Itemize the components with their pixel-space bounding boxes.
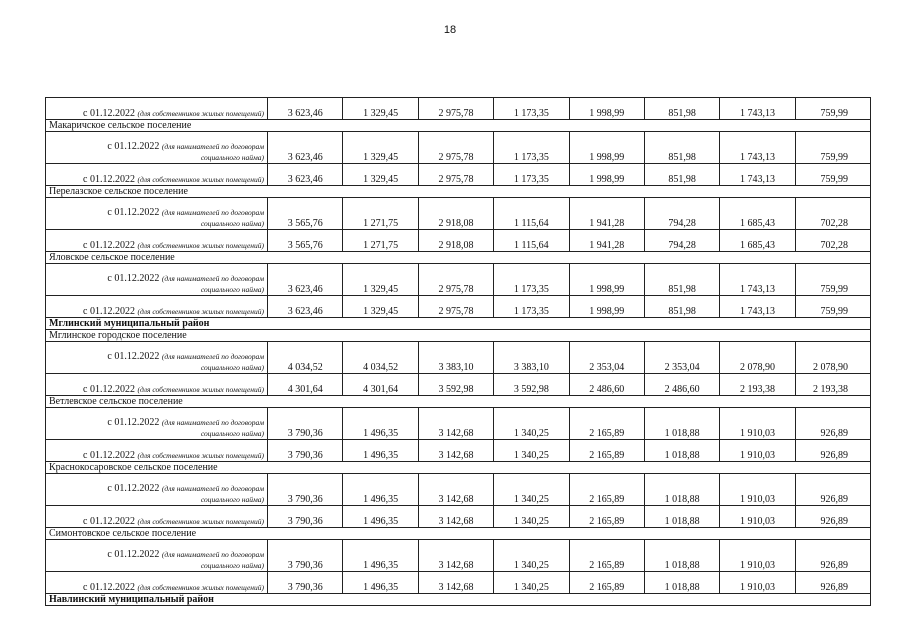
tariff-value-4: 1 115,64 (494, 230, 569, 252)
row-label (46, 296, 268, 318)
tariff-value-2: 1 329,45 (343, 264, 418, 296)
settlement-row (46, 462, 871, 474)
tariff-value-5: 2 486,60 (569, 374, 644, 396)
tariff-value-2: 1 329,45 (343, 132, 418, 164)
tariff-value-8: 926,89 (795, 506, 870, 528)
tariff-value-3: 3 142,68 (418, 474, 493, 506)
row-label (46, 164, 268, 186)
row-label (46, 506, 268, 528)
tariff-value-8: 759,99 (795, 98, 870, 120)
tariff-value-8: 2 193,38 (795, 374, 870, 396)
tariff-table (45, 97, 871, 606)
tenants-tariff-row (46, 342, 871, 374)
tariff-value-7: 1 685,43 (720, 198, 795, 230)
tariff-value-1: 3 623,46 (268, 296, 343, 318)
tariff-value-2: 1 329,45 (343, 164, 418, 186)
settlement-row (46, 120, 871, 132)
tariff-value-6: 1 018,88 (644, 440, 719, 462)
tariff-table-body (46, 98, 871, 606)
tariff-value-7: 1 910,03 (720, 408, 795, 440)
tariff-value-8: 759,99 (795, 296, 870, 318)
row-note: (для нанимателей по договорам (161, 274, 264, 283)
settlement-name: Перелазское сельское поселение (46, 186, 871, 198)
tariff-value-7: 1 910,03 (720, 540, 795, 572)
owners-tariff-row (46, 98, 871, 120)
tariff-value-5: 1 998,99 (569, 164, 644, 186)
effective-date: с 01.12.2022 (107, 207, 160, 218)
tariff-value-1: 3 790,36 (268, 474, 343, 506)
effective-date: с 01.12.2022 (83, 240, 135, 251)
row-note: (для собственников жилых помещений) (137, 451, 264, 460)
row-label (46, 474, 268, 506)
tariff-value-2: 1 496,35 (343, 572, 418, 594)
row-label-line1 (49, 351, 264, 362)
tariff-value-2: 1 496,35 (343, 540, 418, 572)
row-label (46, 540, 268, 572)
tenants-tariff-row (46, 132, 871, 164)
row-note: (для нанимателей по договорам (161, 418, 264, 427)
tariff-value-5: 2 165,89 (569, 572, 644, 594)
row-label-line1 (49, 141, 264, 152)
tariff-value-6: 1 018,88 (644, 474, 719, 506)
tariff-value-5: 2 165,89 (569, 474, 644, 506)
tariff-value-7: 1 910,03 (720, 506, 795, 528)
effective-date: с 01.12.2022 (107, 273, 160, 284)
row-note: (для собственников жилых помещений) (137, 385, 264, 394)
tariff-value-5: 2 165,89 (569, 506, 644, 528)
tariff-value-2: 4 034,52 (343, 342, 418, 374)
tariff-value-4: 1 173,35 (494, 132, 569, 164)
row-label-line1 (49, 549, 264, 560)
owners-tariff-row (46, 230, 871, 252)
tariff-value-7: 1 910,03 (720, 474, 795, 506)
tariff-value-3: 3 592,98 (418, 374, 493, 396)
tariff-value-4: 1 173,35 (494, 264, 569, 296)
tariff-value-3: 2 918,08 (418, 198, 493, 230)
tariff-value-5: 1 941,28 (569, 198, 644, 230)
tariff-value-2: 1 496,35 (343, 440, 418, 462)
row-label (46, 572, 268, 594)
tariff-value-3: 2 975,78 (418, 296, 493, 318)
effective-date: с 01.12.2022 (83, 516, 135, 527)
tariff-value-8: 702,28 (795, 230, 870, 252)
row-note: (для нанимателей по договорам (161, 208, 264, 217)
row-note-line2: социального найма) (200, 495, 264, 504)
settlement-name: Яловское сельское поселение (46, 252, 871, 264)
row-label (46, 198, 268, 230)
tariff-value-1: 3 623,46 (268, 164, 343, 186)
page-number: 18 (443, 24, 457, 36)
tariff-value-1: 3 623,46 (268, 264, 343, 296)
tariff-value-6: 851,98 (644, 98, 719, 120)
row-label-line1 (49, 417, 264, 428)
tenants-tariff-row (46, 264, 871, 296)
effective-date: с 01.12.2022 (107, 549, 160, 560)
owners-tariff-row (46, 572, 871, 594)
effective-date: с 01.12.2022 (107, 141, 160, 152)
tariff-value-5: 1 941,28 (569, 230, 644, 252)
district-row (46, 594, 871, 606)
settlement-row (46, 252, 871, 264)
tariff-value-7: 1 743,13 (720, 296, 795, 318)
tariff-value-4: 3 383,10 (494, 342, 569, 374)
tariff-value-6: 2 353,04 (644, 342, 719, 374)
tariff-value-2: 1 271,75 (343, 198, 418, 230)
effective-date: с 01.12.2022 (83, 306, 135, 317)
row-label (46, 98, 268, 120)
row-note: (для нанимателей по договорам (161, 550, 264, 559)
settlement-row (46, 186, 871, 198)
row-label-line1 (49, 207, 264, 218)
row-label (46, 342, 268, 374)
tariff-value-5: 2 165,89 (569, 540, 644, 572)
tariff-value-2: 1 496,35 (343, 408, 418, 440)
tenants-tariff-row (46, 408, 871, 440)
settlement-row (46, 396, 871, 408)
tariff-value-5: 1 998,99 (569, 296, 644, 318)
tariff-value-5: 2 165,89 (569, 440, 644, 462)
tariff-value-1: 3 790,36 (268, 440, 343, 462)
row-note: (для нанимателей по договорам (161, 352, 264, 361)
tariff-value-2: 1 329,45 (343, 296, 418, 318)
tariff-value-3: 2 975,78 (418, 98, 493, 120)
effective-date: с 01.12.2022 (83, 174, 135, 185)
tariff-value-4: 1 340,25 (494, 474, 569, 506)
settlement-name: Мглинское городское поселение (46, 330, 871, 342)
row-label (46, 132, 268, 164)
tariff-value-6: 851,98 (644, 296, 719, 318)
row-note-line2: социального найма) (200, 153, 264, 162)
tenants-tariff-row (46, 474, 871, 506)
tariff-value-3: 3 142,68 (418, 408, 493, 440)
row-note-line2: социального найма) (200, 561, 264, 570)
tariff-value-3: 2 918,08 (418, 230, 493, 252)
settlement-name: Макаричское сельское поселение (46, 120, 871, 132)
tariff-value-6: 1 018,88 (644, 540, 719, 572)
tariff-value-6: 851,98 (644, 164, 719, 186)
tariff-value-1: 4 034,52 (268, 342, 343, 374)
row-label-line1 (49, 273, 264, 284)
tariff-value-8: 926,89 (795, 474, 870, 506)
tariff-value-4: 3 592,98 (494, 374, 569, 396)
tariff-value-6: 1 018,88 (644, 506, 719, 528)
row-note-line2: социального найма) (200, 429, 264, 438)
tariff-value-8: 759,99 (795, 132, 870, 164)
tariff-value-7: 1 685,43 (720, 230, 795, 252)
effective-date: с 01.12.2022 (83, 450, 135, 461)
tariff-value-8: 926,89 (795, 572, 870, 594)
tariff-value-7: 1 910,03 (720, 572, 795, 594)
tariff-value-1: 3 790,36 (268, 572, 343, 594)
district-name: Мглинский муниципальный район (46, 318, 871, 330)
tariff-value-8: 926,89 (795, 408, 870, 440)
tariff-value-4: 1 173,35 (494, 164, 569, 186)
tariff-value-6: 2 486,60 (644, 374, 719, 396)
tariff-value-8: 926,89 (795, 540, 870, 572)
row-note-line2: социального найма) (200, 285, 264, 294)
tariff-value-8: 702,28 (795, 198, 870, 230)
tariff-value-2: 4 301,64 (343, 374, 418, 396)
row-note-line2: социального найма) (200, 363, 264, 372)
row-label (46, 374, 268, 396)
row-label (46, 440, 268, 462)
row-note: (для собственников жилых помещений) (137, 241, 264, 250)
tariff-value-8: 759,99 (795, 164, 870, 186)
effective-date: с 01.12.2022 (107, 351, 160, 362)
settlement-name: Симонтовское сельское поселение (46, 528, 871, 540)
tariff-value-4: 1 115,64 (494, 198, 569, 230)
tariff-value-7: 2 078,90 (720, 342, 795, 374)
effective-date: с 01.12.2022 (83, 108, 135, 119)
tariff-value-5: 2 165,89 (569, 408, 644, 440)
owners-tariff-row (46, 296, 871, 318)
tariff-value-7: 2 193,38 (720, 374, 795, 396)
tariff-value-7: 1 743,13 (720, 132, 795, 164)
tariff-value-3: 2 975,78 (418, 132, 493, 164)
settlement-row (46, 330, 871, 342)
row-note: (для нанимателей по договорам (161, 142, 264, 151)
tariff-value-5: 2 353,04 (569, 342, 644, 374)
district-row (46, 318, 871, 330)
row-label (46, 264, 268, 296)
tariff-value-2: 1 496,35 (343, 506, 418, 528)
row-note: (для собственников жилых помещений) (137, 175, 264, 184)
tariff-value-6: 1 018,88 (644, 408, 719, 440)
tariff-value-5: 1 998,99 (569, 98, 644, 120)
tariff-value-1: 3 790,36 (268, 540, 343, 572)
owners-tariff-row (46, 440, 871, 462)
settlement-name: Краснокосаровское сельское поселение (46, 462, 871, 474)
row-note: (для собственников жилых помещений) (137, 109, 264, 118)
tariff-value-7: 1 743,13 (720, 264, 795, 296)
tariff-value-1: 3 565,76 (268, 230, 343, 252)
tariff-value-8: 759,99 (795, 264, 870, 296)
tenants-tariff-row (46, 540, 871, 572)
owners-tariff-row (46, 506, 871, 528)
tariff-value-4: 1 340,25 (494, 440, 569, 462)
tariff-value-6: 794,28 (644, 230, 719, 252)
district-name: Навлинский муниципальный район (46, 594, 871, 606)
effective-date: с 01.12.2022 (83, 582, 135, 593)
tariff-value-4: 1 173,35 (494, 98, 569, 120)
tariff-value-1: 3 790,36 (268, 506, 343, 528)
tariff-value-7: 1 743,13 (720, 98, 795, 120)
tariff-value-3: 3 142,68 (418, 540, 493, 572)
owners-tariff-row (46, 374, 871, 396)
tenants-tariff-row (46, 198, 871, 230)
row-note: (для собственников жилых помещений) (137, 517, 264, 526)
tariff-value-1: 3 623,46 (268, 98, 343, 120)
row-label (46, 408, 268, 440)
row-label (46, 230, 268, 252)
tariff-value-5: 1 998,99 (569, 132, 644, 164)
tariff-value-3: 3 142,68 (418, 572, 493, 594)
tariff-value-4: 1 340,25 (494, 408, 569, 440)
tariff-value-2: 1 271,75 (343, 230, 418, 252)
tariff-value-1: 3 565,76 (268, 198, 343, 230)
row-note-line2: социального найма) (200, 219, 264, 228)
tariff-value-4: 1 340,25 (494, 572, 569, 594)
tariff-value-3: 2 975,78 (418, 264, 493, 296)
tariff-value-1: 3 790,36 (268, 408, 343, 440)
tariff-value-6: 1 018,88 (644, 572, 719, 594)
tariff-value-6: 794,28 (644, 198, 719, 230)
effective-date: с 01.12.2022 (83, 384, 135, 395)
tariff-value-3: 3 383,10 (418, 342, 493, 374)
tariff-value-5: 1 998,99 (569, 264, 644, 296)
tariff-value-2: 1 496,35 (343, 474, 418, 506)
tariff-value-6: 851,98 (644, 132, 719, 164)
tariff-value-2: 1 329,45 (343, 98, 418, 120)
tariff-value-8: 926,89 (795, 440, 870, 462)
row-note: (для нанимателей по договорам (161, 484, 264, 493)
effective-date: с 01.12.2022 (107, 483, 160, 494)
tariff-value-7: 1 910,03 (720, 440, 795, 462)
tariff-value-3: 3 142,68 (418, 506, 493, 528)
row-note: (для собственников жилых помещений) (137, 583, 264, 592)
tariff-value-4: 1 340,25 (494, 540, 569, 572)
effective-date: с 01.12.2022 (107, 417, 160, 428)
settlement-name: Ветлевское сельское поселение (46, 396, 871, 408)
tariff-value-8: 2 078,90 (795, 342, 870, 374)
tariff-value-4: 1 340,25 (494, 506, 569, 528)
tariff-value-3: 2 975,78 (418, 164, 493, 186)
owners-tariff-row (46, 164, 871, 186)
tariff-value-1: 3 623,46 (268, 132, 343, 164)
tariff-value-6: 851,98 (644, 264, 719, 296)
tariff-value-7: 1 743,13 (720, 164, 795, 186)
row-label-line1 (49, 483, 264, 494)
settlement-row (46, 528, 871, 540)
tariff-value-3: 3 142,68 (418, 440, 493, 462)
tariff-value-1: 4 301,64 (268, 374, 343, 396)
tariff-value-4: 1 173,35 (494, 296, 569, 318)
row-note: (для собственников жилых помещений) (137, 307, 264, 316)
